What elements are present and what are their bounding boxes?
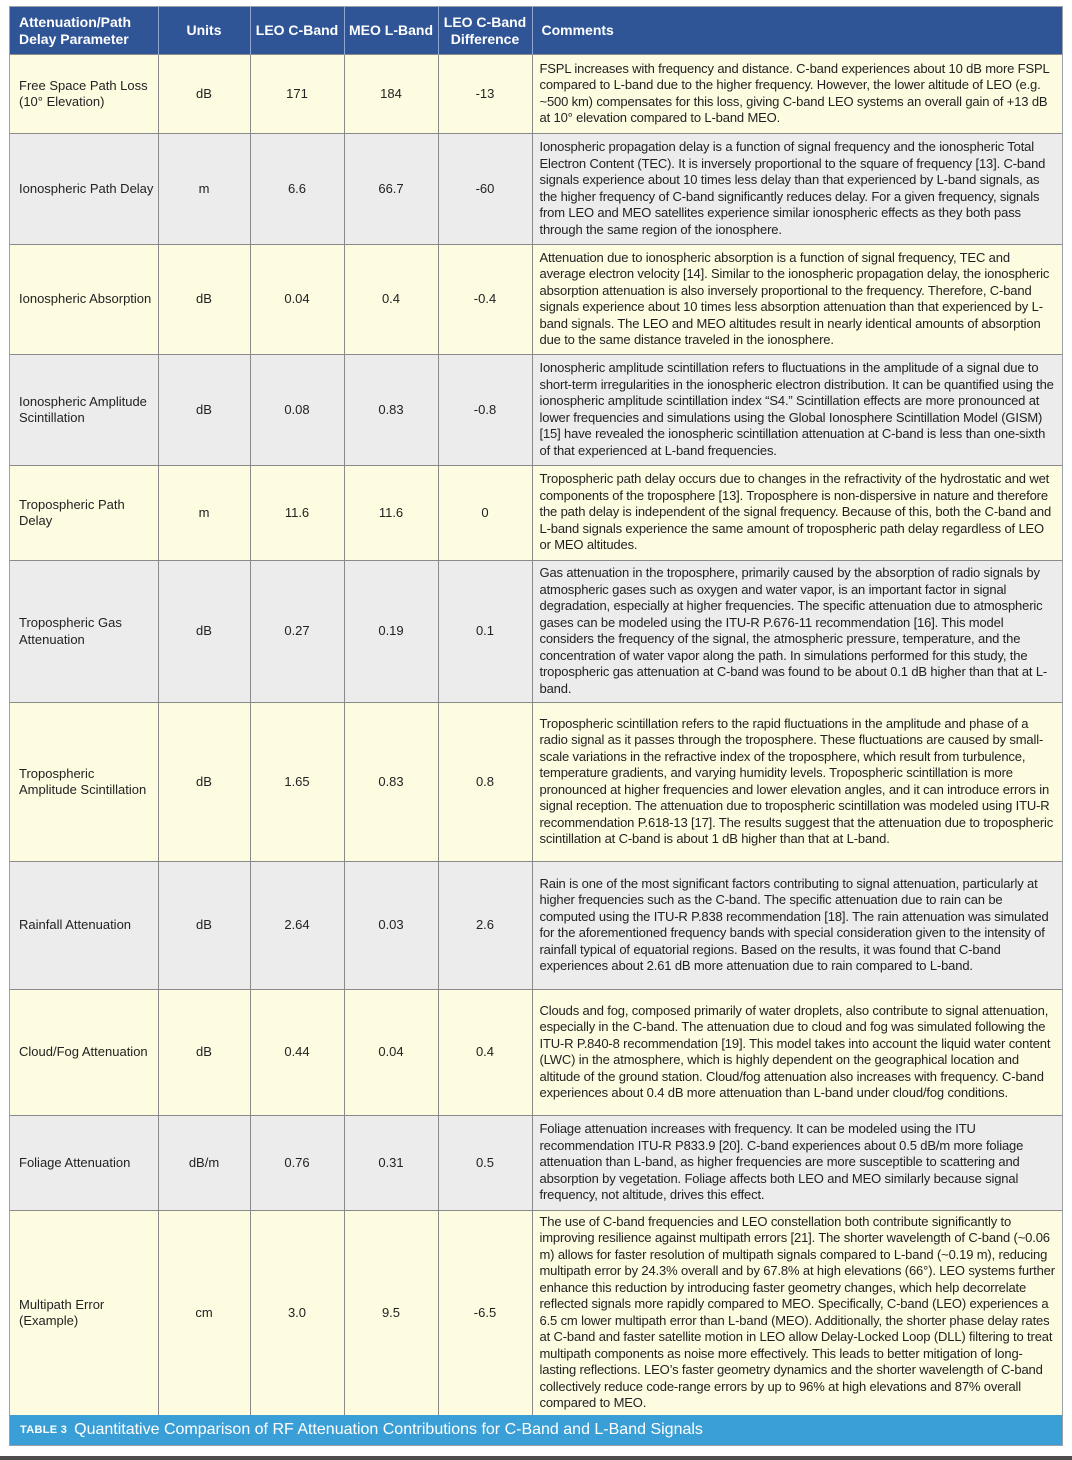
row-comment: Ionospheric propagation delay is a function of signal frequency and the ionospheric Total Electron Content (TEC). It is inversely proportional to the square of frequency [13]. C-band signals experience about 10 times less delay than that experienced by L-band signals, as the higher frequency of C-band significantly reduces delay. For a given frequency, signals from LEO and MEO satellites experience similar ionospheric effects as they both pass through the same region of the ionosphere.	[532, 134, 1062, 245]
row-comment: Foliage attenuation increases with frequency. It can be modeled using the ITU recommendation ITU-R P833.9 [20]. C-band experiences about 0.5 dB/m more foliage attenuation than L-band, as higher frequencies are more susceptible to scattering and absorption by vegetation. Foliage affects both LEO and MEO similarly because signal frequency, not altitude, drives this effect.	[532, 1116, 1062, 1211]
row-meo-value: 0.4	[344, 245, 438, 355]
table-row	[10, 466, 1062, 561]
table-row	[10, 1116, 1062, 1211]
row-meo-value: 0.83	[344, 355, 438, 466]
row-parameter: Rainfall Attenuation	[10, 862, 158, 990]
row-parameter: Ionospheric Amplitude Scintillation	[10, 355, 158, 466]
row-difference: -0.4	[438, 245, 532, 355]
row-parameter: Multipath Error (Example)	[10, 1211, 158, 1416]
table-row	[10, 703, 1062, 862]
row-comment: Attenuation due to ionospheric absorption is a function of signal frequency, TEC and average electron velocity [14]. Similar to the ionospheric propagation delay, the ionospheric absorption attenuation is also inversely proportional to the frequency. Therefore, C-band signals experience about 10 times less absorption attenuation than that experienced by L-band signals. The LEO and MEO altitudes result in nearly identical amounts of absorption due to the same distance traveled in the ionosphere.	[532, 245, 1062, 355]
row-parameter: Ionospheric Path Delay	[10, 134, 158, 245]
row-meo-value: 66.7	[344, 134, 438, 245]
row-comment: FSPL increases with frequency and distance. C-band experiences about 10 dB more FSPL compared to L-band due to the higher frequency. However, the lower altitude of LEO (e.g. ~500 km) compensates for this loss, giving C-band LEO systems an overall gain of +13 dB at 10° elevation compared to L-band MEO.	[532, 55, 1062, 134]
row-meo-value: 0.31	[344, 1116, 438, 1211]
table-row	[10, 355, 1062, 466]
row-units: dB	[158, 355, 250, 466]
table-row	[10, 990, 1062, 1116]
row-units: m	[158, 134, 250, 245]
row-parameter: Ionospheric Absorption	[10, 245, 158, 355]
header-units: Units	[158, 7, 250, 55]
row-meo-value: 9.5	[344, 1211, 438, 1416]
row-meo-value: 11.6	[344, 466, 438, 561]
row-parameter: Tropospheric Amplitude Scintillation	[10, 703, 158, 862]
row-units: dB	[158, 990, 250, 1116]
table-row	[10, 245, 1062, 355]
attenuation-table	[10, 7, 1062, 1416]
row-comment: Clouds and fog, composed primarily of water droplets, also contribute to signal attenuation, especially in the C-band. The attenuation due to cloud and fog was simulated following the ITU-R P.840-8 recommendation [19]. This model takes into account the liquid water content (LWC) in the atmosphere, which is highly dependent on the geographical location and altitude of the ground station. Cloud/fog attenuation also increases with frequency. C-band experiences about 0.4 dB more attenuation than L-band under cloud/fog conditions.	[532, 990, 1062, 1116]
row-leo-value: 171	[250, 55, 344, 134]
row-parameter: Free Space Path Loss (10° Elevation)	[10, 55, 158, 134]
header-comments: Comments	[532, 7, 1062, 55]
row-leo-value: 3.0	[250, 1211, 344, 1416]
row-meo-value: 0.04	[344, 990, 438, 1116]
row-comment: Tropospheric path delay occurs due to changes in the refractivity of the hydrostatic and wet components of the troposphere [13]. Troposphere is non-dispersive in nature and therefore the path delay is independent of the signal frequency. Because of this, both the C-band and L-band signals experience the same amount of tropospheric path delay regardless of LEO or MEO altitudes.	[532, 466, 1062, 561]
row-units: dB	[158, 55, 250, 134]
row-units: dB	[158, 245, 250, 355]
row-leo-value: 0.44	[250, 990, 344, 1116]
header-leo-c-band: LEO C-Band	[250, 7, 344, 55]
row-meo-value: 0.83	[344, 703, 438, 862]
row-parameter: Cloud/Fog Attenuation	[10, 990, 158, 1116]
table-row	[10, 134, 1062, 245]
row-units: dB/m	[158, 1116, 250, 1211]
header-row	[10, 7, 1062, 55]
caption-title: Quantitative Comparison of RF Attenuation Contributions for C-Band and L-Band Signals	[74, 1421, 703, 1438]
table-row	[10, 1211, 1062, 1416]
row-comment: Ionospheric amplitude scintillation refers to fluctuations in the amplitude of a signal due to short-term irregularities in the ionospheric electron distribution. It can be quantified using the ionospheric amplitude scintillation index “S4.” Scintillation effects are more pronounced at lower frequencies and simulations using the Global Ionosphere Scintillation Model (GISM) [15] have revealed the ionospheric scintillation attenuation at C-band is less than one-sixth of that experienced at L-band frequencies.	[532, 355, 1062, 466]
table-row	[10, 55, 1062, 134]
row-leo-value: 2.64	[250, 862, 344, 990]
row-difference: 0.1	[438, 561, 532, 703]
row-parameter: Tropospheric Gas Attenuation	[10, 561, 158, 703]
row-units: cm	[158, 1211, 250, 1416]
row-meo-value: 0.19	[344, 561, 438, 703]
row-difference: 0	[438, 466, 532, 561]
row-meo-value: 184	[344, 55, 438, 134]
bottom-divider	[0, 1456, 1072, 1460]
row-difference: -0.8	[438, 355, 532, 466]
row-leo-value: 0.27	[250, 561, 344, 703]
row-units: dB	[158, 703, 250, 862]
row-comment: Tropospheric scintillation refers to the rapid fluctuations in the amplitude and phase of a radio signal as it passes through the troposphere. These fluctuations are caused by small-scale variations in the refractive index of the troposphere, which result from turbulence, temperature gradients, and varying humidity levels. Tropospheric scintillation is more pronounced at higher frequencies and lower elevation angles, and it can introduce errors in signal reception. The attenuation due to tropospheric scintillation was modeled using ITU-R recommendation P.618-13 [17]. The results suggest that the attenuation due to tropospheric scintillation at C-band is about 1 dB higher than that at L-band.	[532, 703, 1062, 862]
table-frame	[9, 6, 1063, 1446]
row-leo-value: 0.04	[250, 245, 344, 355]
header-meo-l-band: MEO L-Band	[344, 7, 438, 55]
row-difference: 0.8	[438, 703, 532, 862]
row-parameter: Tropospheric Path Delay	[10, 466, 158, 561]
row-leo-value: 0.08	[250, 355, 344, 466]
table-caption	[10, 1415, 1062, 1445]
row-comment: Gas attenuation in the troposphere, primarily caused by the absorption of radio signals by atmospheric gases such as oxygen and water vapor, is an important factor in signal degradation, especially at higher frequencies. The specific attenuation due to atmospheric gases can be modeled using the ITU-R P.676-11 recommendation [16]. This model considers the frequency of the signal, the atmospheric pressure, temperature, and the concentration of water vapor along the path. In simulations performed for this study, the tropospheric gas attenuation at C-band was found to be about 0.1 dB higher than that at L-band.	[532, 561, 1062, 703]
row-parameter: Foliage Attenuation	[10, 1116, 158, 1211]
row-units: dB	[158, 561, 250, 703]
table-row	[10, 862, 1062, 990]
row-difference: -60	[438, 134, 532, 245]
row-comment: The use of C-band frequencies and LEO constellation both contribute significantly to improving resilience against multipath errors [21]. The shorter wavelength of C-band (~0.06 m) allows for faster resolution of multipath signals compared to L-band (~0.19 m), reducing multipath error by 24.3% overall and by 67.8% at high elevations (66°). LEO systems further enhance this reduction by introducing faster geometry changes, which help decorrelate reflected signals more rapidly compared to MEO. Specifically, C-band (LEO) experiences a 6.5 cm lower multipath error than L-band (MEO). Additionally, the shorter phase delay rates at C-band and faster satellite motion in LEO allow Delay-Locked Loop (DLL) filtering to treat multipath components as noise more effectively. This leads to better mitigation of long-lasting reflections. LEO’s faster geometry dynamics and the shorter wavelength of C-band collectively reduce code-range errors by up to 96% at high elevations and 87% overall compared to MEO.	[532, 1211, 1062, 1416]
row-difference: -6.5	[438, 1211, 532, 1416]
row-difference: -13	[438, 55, 532, 134]
row-difference: 2.6	[438, 862, 532, 990]
row-leo-value: 0.76	[250, 1116, 344, 1211]
row-difference: 0.4	[438, 990, 532, 1116]
table-row	[10, 561, 1062, 703]
row-difference: 0.5	[438, 1116, 532, 1211]
row-leo-value: 6.6	[250, 134, 344, 245]
row-leo-value: 1.65	[250, 703, 344, 862]
header-difference: LEO C-Band Difference	[438, 7, 532, 55]
row-units: m	[158, 466, 250, 561]
row-leo-value: 11.6	[250, 466, 344, 561]
row-units: dB	[158, 862, 250, 990]
caption-label: TABLE 3	[20, 1424, 68, 1436]
row-comment: Rain is one of the most significant factors contributing to signal attenuation, particularly at higher frequencies such as the C-band. The specific attenuation due to rain can be computed using the ITU-R P.838 recommendation [18]. The rain attenuation was simulated for the aforementioned frequency bands with special consideration given to the intensity of rainfall typical of equatorial regions. Based on the results, it was found that C-band experiences about 2.61 dB more attenuation due to rain compared to L-band.	[532, 862, 1062, 990]
row-meo-value: 0.03	[344, 862, 438, 990]
header-parameter: Attenuation/Path Delay Parameter	[10, 7, 158, 55]
